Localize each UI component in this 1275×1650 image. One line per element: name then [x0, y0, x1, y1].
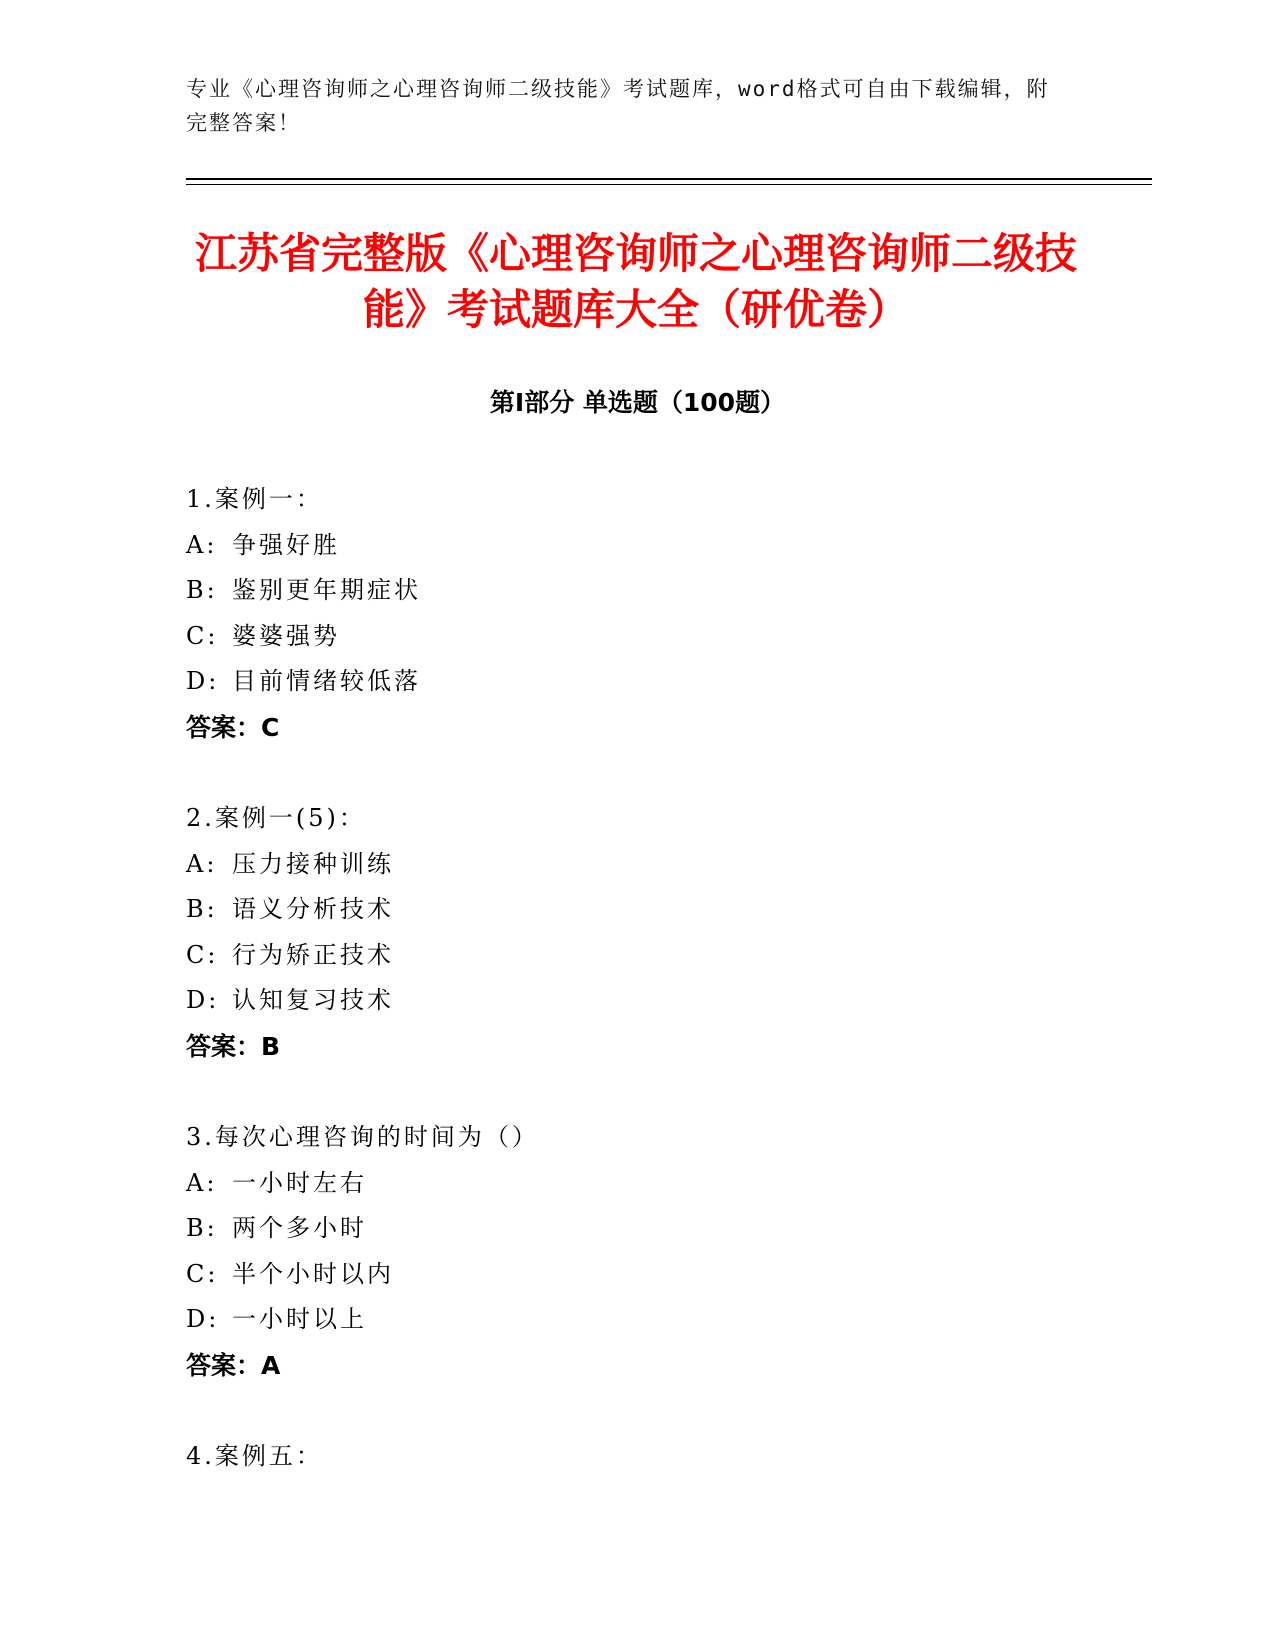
option-c [186, 933, 1086, 979]
header-rule-thick [186, 178, 1152, 180]
option-letter: D: [186, 667, 220, 695]
option-text: 行为矫正技术 [232, 940, 394, 969]
option-text: 认知复习技术 [232, 986, 394, 1014]
option-d [186, 1297, 1086, 1343]
option-letter: A: [186, 849, 218, 878]
option-d [186, 659, 1086, 705]
question-1 [186, 477, 1086, 750]
question-stem: 2.案例一(5)： [186, 804, 366, 832]
question-stem: 3.每次心理咨询的时间为（） [186, 1123, 539, 1151]
question-3 [186, 1115, 1086, 1388]
header-note: 专业《心理咨询师之心理咨询师二级技能》考试题库，word格式可自由下载编辑，附完整答案！ [186, 77, 1050, 135]
option-letter: B: [186, 895, 218, 923]
option-d [186, 978, 1086, 1024]
option-text: 半个小时以内 [232, 1259, 394, 1288]
option-letter: C: [186, 1259, 219, 1288]
option-b [186, 568, 1086, 614]
option-b [186, 1206, 1086, 1252]
option-c [186, 1252, 1086, 1298]
option-a [186, 842, 1086, 888]
option-letter: A: [186, 1168, 218, 1197]
option-letter: B: [186, 1214, 218, 1242]
option-c [186, 614, 1086, 660]
option-text: 目前情绪较低落 [232, 667, 421, 695]
option-text: 一小时以上 [232, 1305, 367, 1333]
question-2 [186, 796, 1086, 1069]
question-list [186, 477, 1086, 1526]
option-a [186, 1161, 1086, 1207]
option-letter: A: [186, 530, 218, 559]
option-text: 婆婆强势 [232, 621, 340, 650]
document-title: 江苏省完整版《心理咨询师之心理咨询师二级技能》考试题库大全（研优卷） [194, 229, 1077, 334]
option-letter: D: [186, 1305, 220, 1333]
answer-line: 答案：A [186, 1350, 281, 1380]
option-text: 压力接种训练 [232, 849, 394, 878]
header-rule-thin [186, 184, 1152, 185]
option-letter: D: [186, 986, 220, 1014]
option-letter: B: [186, 576, 218, 604]
answer-line: 答案：B [186, 1031, 281, 1061]
option-text: 争强好胜 [232, 530, 340, 559]
option-letter: C: [186, 621, 219, 650]
option-text: 两个多小时 [232, 1214, 367, 1242]
question-stem: 1.案例一： [186, 485, 323, 513]
option-b [186, 887, 1086, 933]
question-4 [186, 1434, 1086, 1480]
option-text: 鉴别更年期症状 [232, 576, 421, 604]
option-letter: C: [186, 940, 219, 969]
option-a [186, 523, 1086, 569]
option-text: 一小时左右 [232, 1168, 367, 1197]
question-stem: 4.案例五： [186, 1442, 323, 1470]
option-text: 语义分析技术 [232, 895, 394, 923]
section-heading: 第I部分 单选题（100题） [489, 388, 786, 417]
answer-line: 答案：C [186, 712, 280, 742]
